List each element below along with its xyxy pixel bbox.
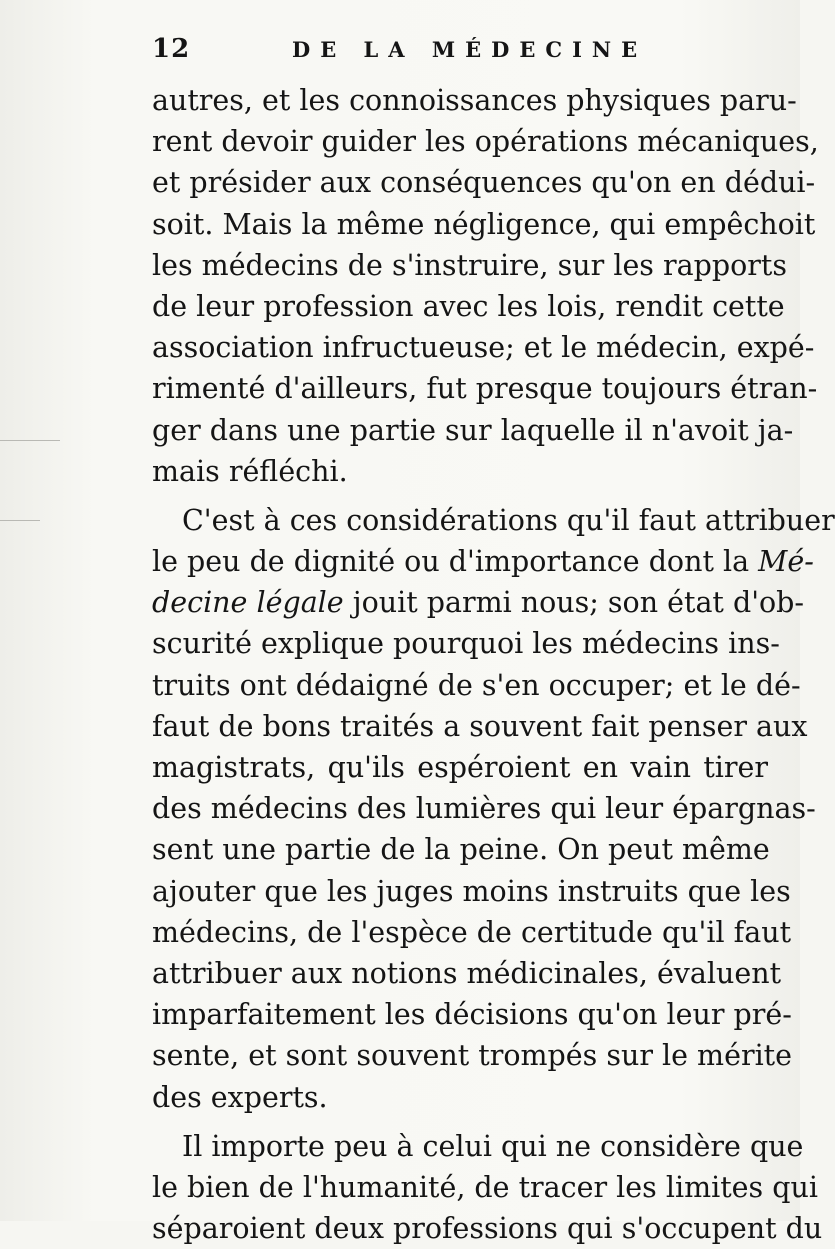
margin-rule-mark <box>0 440 60 441</box>
paragraph <box>152 1126 823 1249</box>
text-line: sente, et sont souvent trompés sur le mérite <box>152 1039 792 1073</box>
text-line: C'est à ces considérations qu'il faut attribuer <box>182 503 835 537</box>
text-line: magistrats, qu'ils espéroient en vain tirer <box>152 751 768 784</box>
text-line: ajouter que les juges moins instruits que les <box>152 874 791 908</box>
text-line: scurité explique pourquoi les médecins ins- <box>152 627 780 661</box>
text-line: le bien de l'humanité, de tracer les limites qui <box>152 1170 818 1204</box>
text-line: autres, et les connoissances physiques paru- <box>152 84 797 117</box>
text-line: de leur profession avec les lois, rendit cette <box>152 289 785 323</box>
text-line: le peu de dignité ou d'importance dont la Mé- <box>152 545 814 579</box>
running-head: DE LA MÉDECINE <box>292 37 648 62</box>
text-line: médecins, de l'espèce de certitude qu'il faut <box>152 915 792 949</box>
margin-rule-mark <box>0 520 40 521</box>
text-line: les médecins de s'instruire, sur les rapports <box>152 248 787 282</box>
text-line: rent devoir guider les opérations mécaniques, <box>152 125 819 159</box>
text-line: attribuer aux notions médicinales, évaluent <box>152 956 782 990</box>
text-line: faut de bons traités a souvent fait penser aux <box>152 709 808 743</box>
text-line: sent une partie de la peine. On peut même <box>152 833 770 867</box>
text-line: ger dans une partie sur laquelle il n'avoit ja- <box>152 413 794 447</box>
text-line: séparoient deux professions qui s'occupent du <box>152 1212 823 1246</box>
page-number: 12 <box>152 34 191 64</box>
text-line: Il importe peu à celui qui ne considère que <box>182 1129 804 1163</box>
text-line: mais réfléchi. <box>152 454 348 488</box>
text-line: decine légale jouit parmi nous; son état d'ob- <box>152 586 805 620</box>
text-line: imparfaitement les décisions qu'on leur pré- <box>152 998 792 1032</box>
text-line: des médecins des lumières qui leur épargnas- <box>152 792 816 826</box>
paragraph <box>152 500 835 1118</box>
text-line: rimenté d'ailleurs, fut presque toujours étran- <box>152 372 818 406</box>
text-line: association infructueuse; et le médecin, expé- <box>152 331 815 365</box>
paragraph <box>152 80 819 492</box>
text-line: soit. Mais la même négligence, qui empêchoit <box>152 207 816 241</box>
text-line: et présider aux conséquences qu'on en dédui- <box>152 166 816 200</box>
page-header <box>152 34 752 74</box>
text-line: des experts. <box>152 1080 328 1114</box>
body-text <box>152 80 835 1249</box>
text-line: truits ont dédaigné de s'en occuper; et le dé- <box>152 668 801 702</box>
